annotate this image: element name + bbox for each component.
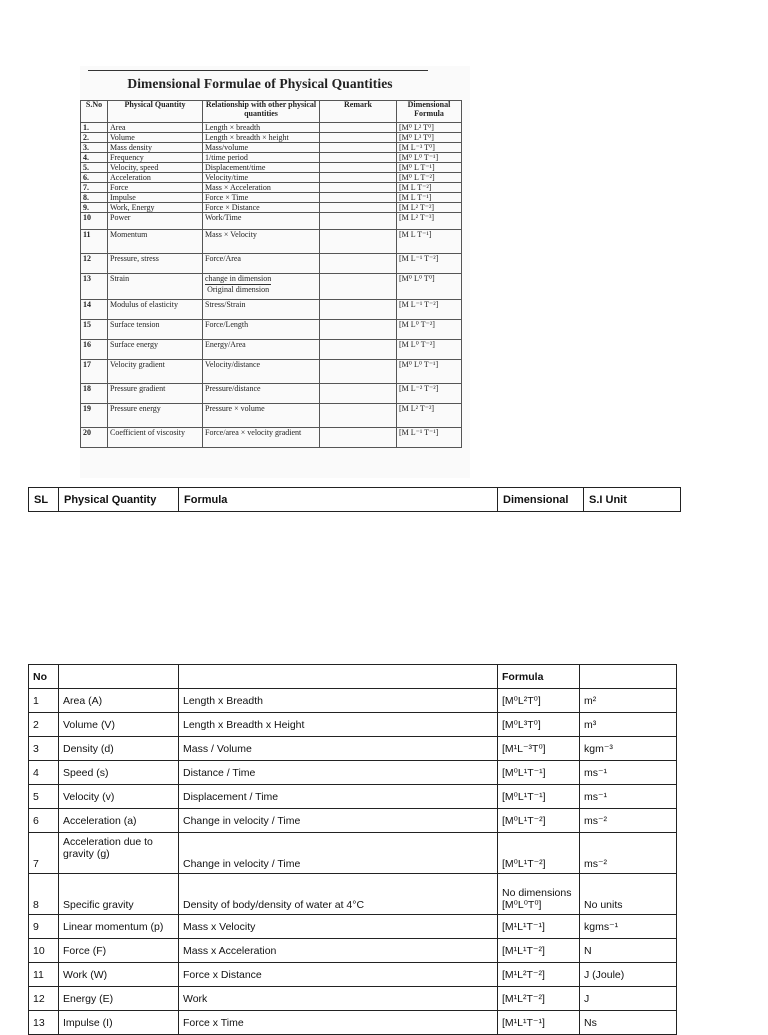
cell-physical-quantity: Area (A) bbox=[59, 689, 179, 713]
cell-formula: Work bbox=[179, 987, 498, 1011]
scan-cell-no: 9. bbox=[81, 203, 108, 213]
cell-physical-quantity: Acceleration (a) bbox=[59, 809, 179, 833]
scan-cell-no: 13 bbox=[81, 274, 108, 300]
scan-cell-dimensional: [M L⁻² T⁻²] bbox=[397, 384, 462, 404]
cell-no: 8 bbox=[29, 874, 59, 915]
fraction-denominator: Original dimension bbox=[207, 285, 270, 294]
scan-cell-no: 8. bbox=[81, 193, 108, 203]
scan-cell-relationship: 1/time period bbox=[203, 153, 320, 163]
cell-no: 11 bbox=[29, 963, 59, 987]
scan-header-dimensional: Dimensional Formula bbox=[397, 101, 462, 123]
scan-cell-quantity: Surface tension bbox=[108, 320, 203, 340]
scan-cell-relationship bbox=[203, 274, 320, 300]
cell-dimensional: [M¹L⁻³T⁰] bbox=[498, 737, 580, 761]
scan-cell-remark bbox=[320, 384, 397, 404]
header-formula: Formula bbox=[179, 488, 498, 512]
scan-cell-remark bbox=[320, 254, 397, 274]
scan-cell-quantity: Pressure gradient bbox=[108, 384, 203, 404]
scan-row bbox=[81, 254, 462, 274]
cell-no: 5 bbox=[29, 785, 59, 809]
cell-si-unit: ms⁻² bbox=[580, 833, 677, 874]
scan-row bbox=[81, 300, 462, 320]
scan-cell-quantity: Mass density bbox=[108, 143, 203, 153]
scan-cell-no: 11 bbox=[81, 230, 108, 254]
scan-cell-relationship: Length × breadth × height bbox=[203, 133, 320, 143]
scan-title: Dimensional Formulae of Physical Quantities bbox=[127, 76, 393, 91]
scan-cell-quantity: Velocity, speed bbox=[108, 163, 203, 173]
scan-cell-quantity: Acceleration bbox=[108, 173, 203, 183]
cell-si-unit: kgm⁻³ bbox=[580, 737, 677, 761]
cell-physical-quantity: Density (d) bbox=[59, 737, 179, 761]
cell-formula: Change in velocity / Time bbox=[179, 809, 498, 833]
cell-dimensional: [M⁰L¹T⁻²] bbox=[498, 833, 580, 874]
scan-cell-remark bbox=[320, 404, 397, 428]
scan-cell-remark bbox=[320, 274, 397, 300]
cell-no: 7 bbox=[29, 833, 59, 874]
cell-no: 10 bbox=[29, 939, 59, 963]
scan-cell-dimensional: [M L⁰ T⁻²] bbox=[397, 340, 462, 360]
table-row bbox=[29, 833, 677, 874]
cell-si-unit: J (Joule) bbox=[580, 963, 677, 987]
cell-formula: Mass x Velocity bbox=[179, 915, 498, 939]
header-dimensional: Dimensional bbox=[498, 488, 584, 512]
scan-cell-relationship: Displacement/time bbox=[203, 163, 320, 173]
scan-cell-relationship: Mass × Acceleration bbox=[203, 183, 320, 193]
header-si-unit: S.I Unit bbox=[584, 488, 681, 512]
scan-cell-quantity: Area bbox=[108, 123, 203, 133]
scan-cell-remark bbox=[320, 153, 397, 163]
scan-cell-remark bbox=[320, 123, 397, 133]
table-row bbox=[29, 1011, 677, 1035]
main-header-row bbox=[29, 665, 677, 689]
scan-row bbox=[81, 163, 462, 173]
scan-cell-dimensional: [M L⁻¹ T⁻¹] bbox=[397, 428, 462, 448]
scan-table bbox=[80, 100, 462, 448]
cell-no: 13 bbox=[29, 1011, 59, 1035]
scan-cell-dimensional: [M L⁰ T⁻²] bbox=[397, 320, 462, 340]
cell-no: 12 bbox=[29, 987, 59, 1011]
cell-formula: Force x Distance bbox=[179, 963, 498, 987]
cell-si-unit: ms⁻² bbox=[580, 809, 677, 833]
table-row bbox=[29, 689, 677, 713]
cell-si-unit: m³ bbox=[580, 713, 677, 737]
cell-physical-quantity: Specific gravity bbox=[59, 874, 179, 915]
cell-si-unit: ms⁻¹ bbox=[580, 785, 677, 809]
scan-cell-dimensional: [M⁰ L T⁻¹] bbox=[397, 163, 462, 173]
scan-cell-relationship: Velocity/distance bbox=[203, 360, 320, 384]
cell-dimensional: [M¹L²T⁻²] bbox=[498, 963, 580, 987]
table-row bbox=[29, 874, 677, 915]
scan-header-quantity: Physical Quantity bbox=[108, 101, 203, 123]
scan-header-sno: S.No bbox=[81, 101, 108, 123]
scan-cell-quantity: Force bbox=[108, 183, 203, 193]
scan-cell-relationship: Velocity/time bbox=[203, 173, 320, 183]
scan-row bbox=[81, 123, 462, 133]
scan-cell-dimensional: [M L T⁻¹] bbox=[397, 193, 462, 203]
scan-cell-quantity: Power bbox=[108, 213, 203, 230]
scan-cell-remark bbox=[320, 340, 397, 360]
scan-row bbox=[81, 230, 462, 254]
scan-cell-quantity: Impulse bbox=[108, 193, 203, 203]
cell-physical-quantity: Work (W) bbox=[59, 963, 179, 987]
scan-cell-no: 6. bbox=[81, 173, 108, 183]
cell-physical-quantity: Linear momentum (p) bbox=[59, 915, 179, 939]
title-rule bbox=[88, 70, 428, 71]
scan-cell-dimensional: [M⁰ L T⁻²] bbox=[397, 173, 462, 183]
scan-row bbox=[81, 183, 462, 193]
cell-dimensional: [M⁰L¹T⁻²] bbox=[498, 809, 580, 833]
scan-row bbox=[81, 404, 462, 428]
scan-cell-remark bbox=[320, 428, 397, 448]
fraction bbox=[205, 274, 271, 295]
table-row bbox=[29, 737, 677, 761]
scan-cell-no: 12 bbox=[81, 254, 108, 274]
scan-cell-remark bbox=[320, 143, 397, 153]
scan-cell-no: 18 bbox=[81, 384, 108, 404]
table-row bbox=[29, 963, 677, 987]
cell-no: 9 bbox=[29, 915, 59, 939]
scan-row bbox=[81, 213, 462, 230]
scan-cell-no: 16 bbox=[81, 340, 108, 360]
dimensional-formula: [M⁰L⁰T⁰] bbox=[502, 899, 542, 911]
scan-row bbox=[81, 320, 462, 340]
cell-formula: Displacement / Time bbox=[179, 785, 498, 809]
scan-cell-dimensional: [M L T⁻¹] bbox=[397, 230, 462, 254]
scan-cell-dimensional: [M L⁻³ T⁰] bbox=[397, 143, 462, 153]
cell-dimensional: [M⁰L³T⁰] bbox=[498, 713, 580, 737]
scan-cell-quantity: Surface energy bbox=[108, 340, 203, 360]
scan-cell-remark bbox=[320, 230, 397, 254]
scan-cell-no: 14 bbox=[81, 300, 108, 320]
cell-dimensional: [M⁰L²T⁰] bbox=[498, 689, 580, 713]
scan-header-relationship: Relationship with other physical quantities bbox=[203, 101, 320, 123]
cell-physical-quantity: Impulse (I) bbox=[59, 1011, 179, 1035]
table-row bbox=[29, 987, 677, 1011]
cell-no: 2 bbox=[29, 713, 59, 737]
scan-cell-quantity: Work, Energy bbox=[108, 203, 203, 213]
scan-cell-no: 19 bbox=[81, 404, 108, 428]
scan-row bbox=[81, 340, 462, 360]
cell-si-unit: N bbox=[580, 939, 677, 963]
scan-cell-quantity: Strain bbox=[108, 274, 203, 300]
cell-dimensional: [M¹L¹T⁻²] bbox=[498, 939, 580, 963]
cell-physical-quantity: Velocity (v) bbox=[59, 785, 179, 809]
table-row bbox=[29, 713, 677, 737]
cell-si-unit: Ns bbox=[580, 1011, 677, 1035]
scan-cell-relationship: Force/area × velocity gradient bbox=[203, 428, 320, 448]
scan-row bbox=[81, 274, 462, 300]
scan-cell-quantity: Volume bbox=[108, 133, 203, 143]
cell-physical-quantity: Energy (E) bbox=[59, 987, 179, 1011]
scan-cell-dimensional: [M L T⁻²] bbox=[397, 183, 462, 193]
scan-cell-no: 20 bbox=[81, 428, 108, 448]
scan-cell-quantity: Modulus of elasticity bbox=[108, 300, 203, 320]
cell-no: 1 bbox=[29, 689, 59, 713]
scan-cell-remark bbox=[320, 163, 397, 173]
scan-cell-dimensional: [M L⁻¹ T⁻²] bbox=[397, 300, 462, 320]
scan-row bbox=[81, 203, 462, 213]
scan-cell-remark bbox=[320, 193, 397, 203]
scanned-formula-table-image bbox=[80, 66, 470, 478]
table-row bbox=[29, 915, 677, 939]
scan-row bbox=[81, 143, 462, 153]
cell-physical-quantity: Speed (s) bbox=[59, 761, 179, 785]
scan-cell-dimensional: [M⁰ L³ T⁰] bbox=[397, 133, 462, 143]
scan-row bbox=[81, 384, 462, 404]
scan-row bbox=[81, 133, 462, 143]
scan-cell-relationship: Force/Area bbox=[203, 254, 320, 274]
cell-formula: Mass x Acceleration bbox=[179, 939, 498, 963]
main-header-no: No bbox=[29, 665, 59, 689]
physical-quantities-table bbox=[28, 664, 677, 1035]
scan-cell-quantity: Momentum bbox=[108, 230, 203, 254]
scan-cell-relationship: Pressure/distance bbox=[203, 384, 320, 404]
scan-cell-dimensional: [M⁰ L² T⁰] bbox=[397, 123, 462, 133]
cell-formula: Distance / Time bbox=[179, 761, 498, 785]
scan-cell-no: 1. bbox=[81, 123, 108, 133]
scan-row bbox=[81, 428, 462, 448]
cell-si-unit: kgms⁻¹ bbox=[580, 915, 677, 939]
scan-cell-remark bbox=[320, 300, 397, 320]
cell-dimensional: [M⁰L¹T⁻¹] bbox=[498, 761, 580, 785]
fraction-numerator: change in dimension bbox=[205, 274, 272, 283]
cell-physical-quantity: Acceleration due to gravity (g) bbox=[59, 833, 179, 874]
scan-cell-no: 3. bbox=[81, 143, 108, 153]
table-row bbox=[29, 761, 677, 785]
scan-cell-remark bbox=[320, 133, 397, 143]
scan-cell-remark bbox=[320, 173, 397, 183]
scan-cell-remark bbox=[320, 213, 397, 230]
cell-no: 6 bbox=[29, 809, 59, 833]
scan-cell-relationship: Force × Distance bbox=[203, 203, 320, 213]
cell-dimensional: [M¹L¹T⁻¹] bbox=[498, 915, 580, 939]
scan-cell-dimensional: [M L⁻¹ T⁻²] bbox=[397, 254, 462, 274]
scan-cell-remark bbox=[320, 183, 397, 193]
scan-cell-quantity: Pressure energy bbox=[108, 404, 203, 428]
scan-cell-relationship: Energy/Area bbox=[203, 340, 320, 360]
cell-formula: Length x Breadth bbox=[179, 689, 498, 713]
scan-cell-dimensional: [M L² T⁻²] bbox=[397, 203, 462, 213]
scan-cell-no: 4. bbox=[81, 153, 108, 163]
scan-cell-relationship: Mass/volume bbox=[203, 143, 320, 153]
cell-formula: Mass / Volume bbox=[179, 737, 498, 761]
main-header-blank-1 bbox=[59, 665, 179, 689]
scan-cell-dimensional: [M L² T⁻²] bbox=[397, 404, 462, 428]
scan-cell-relationship: Force × Time bbox=[203, 193, 320, 203]
scan-cell-quantity: Coefficient of viscosity bbox=[108, 428, 203, 448]
scan-cell-no: 10 bbox=[81, 213, 108, 230]
scan-row bbox=[81, 173, 462, 183]
scan-row bbox=[81, 153, 462, 163]
scan-cell-no: 15 bbox=[81, 320, 108, 340]
scan-cell-no: 5. bbox=[81, 163, 108, 173]
scan-cell-dimensional: [M⁰ L⁰ T⁻¹] bbox=[397, 360, 462, 384]
main-header-blank-3 bbox=[580, 665, 677, 689]
cell-formula: Length x Breadth x Height bbox=[179, 713, 498, 737]
scan-cell-quantity: Frequency bbox=[108, 153, 203, 163]
scan-cell-relationship: Force/Length bbox=[203, 320, 320, 340]
main-header-formula: Formula bbox=[498, 665, 580, 689]
table-row bbox=[29, 809, 677, 833]
scan-cell-no: 2. bbox=[81, 133, 108, 143]
no-dimensions-label: No dimensions bbox=[502, 887, 572, 899]
scan-cell-dimensional: [M L² T⁻³] bbox=[397, 213, 462, 230]
cell-formula: Force x Time bbox=[179, 1011, 498, 1035]
scan-cell-quantity: Velocity gradient bbox=[108, 360, 203, 384]
header-physical-quantity: Physical Quantity bbox=[59, 488, 179, 512]
scan-cell-relationship: Work/Time bbox=[203, 213, 320, 230]
cell-dimensional bbox=[498, 874, 580, 915]
scan-row bbox=[81, 193, 462, 203]
cell-dimensional: [M¹L²T⁻²] bbox=[498, 987, 580, 1011]
table-row bbox=[29, 939, 677, 963]
cell-si-unit: No units bbox=[580, 874, 677, 915]
scan-cell-dimensional: [M⁰ L⁰ T⁻¹] bbox=[397, 153, 462, 163]
scan-header-remark: Remark bbox=[320, 101, 397, 123]
scan-row bbox=[81, 360, 462, 384]
cell-no: 4 bbox=[29, 761, 59, 785]
cell-dimensional: [M¹L¹T⁻¹] bbox=[498, 1011, 580, 1035]
scan-cell-relationship: Stress/Strain bbox=[203, 300, 320, 320]
column-header-table bbox=[28, 487, 681, 512]
scan-cell-quantity: Pressure, stress bbox=[108, 254, 203, 274]
cell-si-unit: ms⁻¹ bbox=[580, 761, 677, 785]
header-sl: SL bbox=[29, 488, 59, 512]
cell-dimensional: [M⁰L¹T⁻¹] bbox=[498, 785, 580, 809]
scan-cell-remark bbox=[320, 320, 397, 340]
cell-formula: Change in velocity / Time bbox=[179, 833, 498, 874]
table-row bbox=[29, 785, 677, 809]
scan-cell-relationship: Pressure × volume bbox=[203, 404, 320, 428]
cell-formula: Density of body/density of water at 4°C bbox=[179, 874, 498, 915]
cell-si-unit: J bbox=[580, 987, 677, 1011]
cell-no: 3 bbox=[29, 737, 59, 761]
scan-cell-relationship: Mass × Velocity bbox=[203, 230, 320, 254]
cell-si-unit: m² bbox=[580, 689, 677, 713]
scan-cell-remark bbox=[320, 203, 397, 213]
cell-physical-quantity: Volume (V) bbox=[59, 713, 179, 737]
cell-physical-quantity: Force (F) bbox=[59, 939, 179, 963]
scan-cell-dimensional: [M⁰ L⁰ T⁰] bbox=[397, 274, 462, 300]
scan-cell-no: 17 bbox=[81, 360, 108, 384]
scan-cell-relationship: Length × breadth bbox=[203, 123, 320, 133]
main-header-blank-2 bbox=[179, 665, 498, 689]
scan-cell-remark bbox=[320, 360, 397, 384]
scan-cell-no: 7. bbox=[81, 183, 108, 193]
